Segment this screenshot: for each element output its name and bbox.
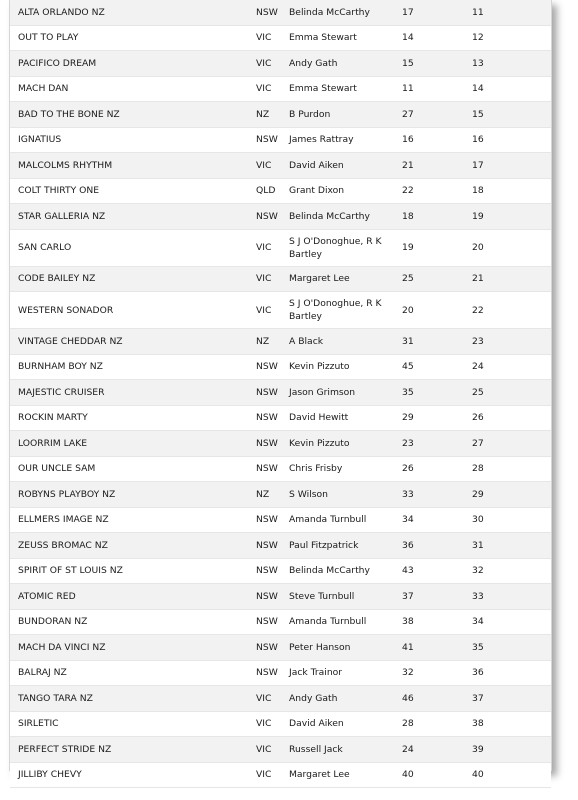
trainer-cell: Andy Gath [289, 51, 402, 77]
table-row [10, 0, 551, 25]
table-row [10, 737, 551, 763]
rank-cell: 20 [472, 229, 551, 266]
state-cell: NSW [256, 456, 289, 482]
trainer-cell: Peter Hanson [289, 635, 402, 661]
horse-name-cell: STAR GALLERIA NZ [10, 204, 256, 230]
rank-cell: 19 [472, 204, 551, 230]
table-row [10, 25, 551, 51]
number-cell: 21 [402, 153, 472, 179]
table-row [10, 292, 551, 329]
table-row [10, 660, 551, 686]
horse-name-cell: OUR UNCLE SAM [10, 456, 256, 482]
state-cell: VIC [256, 51, 289, 77]
table-row [10, 762, 551, 788]
number-cell: 19 [402, 229, 472, 266]
horse-name-cell: CODE BAILEY NZ [10, 266, 256, 292]
rank-cell: 34 [472, 609, 551, 635]
trainer-cell: David Hewitt [289, 405, 402, 431]
state-cell: NSW [256, 507, 289, 533]
horse-name-cell: ALTA ORLANDO NZ [10, 0, 256, 25]
state-cell: NSW [256, 635, 289, 661]
state-cell: VIC [256, 76, 289, 102]
trainer-cell: Kevin Pizzuto [289, 354, 402, 380]
rank-cell: 14 [472, 76, 551, 102]
state-cell: NSW [256, 204, 289, 230]
state-cell: NSW [256, 609, 289, 635]
rank-cell: 35 [472, 635, 551, 661]
rank-cell: 37 [472, 686, 551, 712]
horse-name-cell: VINTAGE CHEDDAR NZ [10, 329, 256, 355]
horse-name-cell: TANGO TARA NZ [10, 686, 256, 712]
table-row [10, 354, 551, 380]
number-cell: 24 [402, 737, 472, 763]
trainer-cell: S J O'Donoghue, R K Bartley [289, 229, 402, 266]
horse-name-cell: SIRLETIC [10, 711, 256, 737]
table-row [10, 102, 551, 128]
rank-cell: 36 [472, 660, 551, 686]
trainer-cell: Belinda McCarthy [289, 0, 402, 25]
trainer-cell: Amanda Turnbull [289, 507, 402, 533]
state-cell: NSW [256, 0, 289, 25]
state-cell: NSW [256, 431, 289, 457]
table-row [10, 76, 551, 102]
table-row [10, 266, 551, 292]
horse-name-cell: WESTERN SONADOR [10, 292, 256, 329]
trainer-cell: A Black [289, 329, 402, 355]
number-cell: 45 [402, 354, 472, 380]
state-cell: NSW [256, 380, 289, 406]
table-row [10, 431, 551, 457]
number-cell: 20 [402, 292, 472, 329]
number-cell: 18 [402, 204, 472, 230]
table-row [10, 127, 551, 153]
state-cell: NZ [256, 102, 289, 128]
state-cell: NSW [256, 660, 289, 686]
horse-name-cell: BALRAJ NZ [10, 660, 256, 686]
horse-name-cell: MACH DA VINCI NZ [10, 635, 256, 661]
state-cell: NSW [256, 558, 289, 584]
trainer-cell: David Aiken [289, 153, 402, 179]
number-cell: 27 [402, 102, 472, 128]
trainer-cell: Margaret Lee [289, 762, 402, 788]
trainer-cell: Paul Fitzpatrick [289, 533, 402, 559]
horse-name-cell: SPIRIT OF ST LOUIS NZ [10, 558, 256, 584]
state-cell: NSW [256, 354, 289, 380]
number-cell: 32 [402, 660, 472, 686]
table-row [10, 178, 551, 204]
table-row [10, 456, 551, 482]
results-table [10, 0, 551, 788]
number-cell: 16 [402, 127, 472, 153]
rank-cell: 15 [472, 102, 551, 128]
horse-name-cell: COLT THIRTY ONE [10, 178, 256, 204]
horse-name-cell: MACH DAN [10, 76, 256, 102]
number-cell: 36 [402, 533, 472, 559]
rank-cell: 38 [472, 711, 551, 737]
state-cell: VIC [256, 711, 289, 737]
table-row [10, 405, 551, 431]
state-cell: VIC [256, 25, 289, 51]
state-cell: NZ [256, 482, 289, 508]
number-cell: 14 [402, 25, 472, 51]
trainer-cell: Russell Jack [289, 737, 402, 763]
rank-cell: 28 [472, 456, 551, 482]
number-cell: 31 [402, 329, 472, 355]
number-cell: 26 [402, 456, 472, 482]
rank-cell: 29 [472, 482, 551, 508]
number-cell: 15 [402, 51, 472, 77]
state-cell: VIC [256, 686, 289, 712]
trainer-cell: Grant Dixon [289, 178, 402, 204]
table-row [10, 558, 551, 584]
table-row [10, 153, 551, 179]
number-cell: 35 [402, 380, 472, 406]
trainer-cell: Margaret Lee [289, 266, 402, 292]
horse-name-cell: MALCOLMS RHYTHM [10, 153, 256, 179]
trainer-cell: Steve Turnbull [289, 584, 402, 610]
table-row [10, 482, 551, 508]
table-row [10, 635, 551, 661]
rank-cell: 23 [472, 329, 551, 355]
state-cell: VIC [256, 266, 289, 292]
table-row [10, 584, 551, 610]
trainer-cell: Amanda Turnbull [289, 609, 402, 635]
trainer-cell: B Purdon [289, 102, 402, 128]
state-cell: VIC [256, 762, 289, 788]
table-row [10, 533, 551, 559]
rank-cell: 22 [472, 292, 551, 329]
number-cell: 43 [402, 558, 472, 584]
horse-name-cell: ZEUSS BROMAC NZ [10, 533, 256, 559]
rank-cell: 39 [472, 737, 551, 763]
trainer-cell: S J O'Donoghue, R K Bartley [289, 292, 402, 329]
trainer-cell: James Rattray [289, 127, 402, 153]
results-sheet [9, 0, 552, 781]
rank-cell: 30 [472, 507, 551, 533]
number-cell: 17 [402, 0, 472, 25]
number-cell: 46 [402, 686, 472, 712]
number-cell: 33 [402, 482, 472, 508]
number-cell: 22 [402, 178, 472, 204]
trainer-cell: Andy Gath [289, 686, 402, 712]
state-cell: NZ [256, 329, 289, 355]
rank-cell: 31 [472, 533, 551, 559]
rank-cell: 17 [472, 153, 551, 179]
trainer-cell: David Aiken [289, 711, 402, 737]
table-row [10, 329, 551, 355]
horse-name-cell: OUT TO PLAY [10, 25, 256, 51]
trainer-cell: Emma Stewart [289, 25, 402, 51]
horse-name-cell: IGNATIUS [10, 127, 256, 153]
horse-name-cell: PERFECT STRIDE NZ [10, 737, 256, 763]
table-row [10, 380, 551, 406]
state-cell: QLD [256, 178, 289, 204]
trainer-cell: Emma Stewart [289, 76, 402, 102]
table-row [10, 507, 551, 533]
number-cell: 25 [402, 266, 472, 292]
rank-cell: 21 [472, 266, 551, 292]
trainer-cell: Belinda McCarthy [289, 558, 402, 584]
table-row [10, 711, 551, 737]
rank-cell: 40 [472, 762, 551, 788]
rank-cell: 26 [472, 405, 551, 431]
number-cell: 23 [402, 431, 472, 457]
number-cell: 28 [402, 711, 472, 737]
horse-name-cell: PACIFICO DREAM [10, 51, 256, 77]
number-cell: 34 [402, 507, 472, 533]
number-cell: 37 [402, 584, 472, 610]
table-row [10, 51, 551, 77]
number-cell: 38 [402, 609, 472, 635]
state-cell: VIC [256, 153, 289, 179]
state-cell: VIC [256, 229, 289, 266]
trainer-cell: Jason Grimson [289, 380, 402, 406]
trainer-cell: Belinda McCarthy [289, 204, 402, 230]
rank-cell: 11 [472, 0, 551, 25]
trainer-cell: Jack Trainor [289, 660, 402, 686]
trainer-cell: S Wilson [289, 482, 402, 508]
number-cell: 11 [402, 76, 472, 102]
rank-cell: 32 [472, 558, 551, 584]
horse-name-cell: MAJESTIC CRUISER [10, 380, 256, 406]
horse-name-cell: ELLMERS IMAGE NZ [10, 507, 256, 533]
rank-cell: 25 [472, 380, 551, 406]
state-cell: VIC [256, 292, 289, 329]
state-cell: NSW [256, 405, 289, 431]
number-cell: 41 [402, 635, 472, 661]
trainer-cell: Kevin Pizzuto [289, 431, 402, 457]
table-row [10, 609, 551, 635]
state-cell: NSW [256, 533, 289, 559]
results-table-body [10, 0, 551, 788]
horse-name-cell: BAD TO THE BONE NZ [10, 102, 256, 128]
rank-cell: 16 [472, 127, 551, 153]
horse-name-cell: ROBYNS PLAYBOY NZ [10, 482, 256, 508]
table-row [10, 229, 551, 266]
horse-name-cell: ROCKIN MARTY [10, 405, 256, 431]
horse-name-cell: JILLIBY CHEVY [10, 762, 256, 788]
horse-name-cell: ATOMIC RED [10, 584, 256, 610]
number-cell: 40 [402, 762, 472, 788]
number-cell: 29 [402, 405, 472, 431]
rank-cell: 12 [472, 25, 551, 51]
table-row [10, 204, 551, 230]
state-cell: NSW [256, 127, 289, 153]
trainer-cell: Chris Frisby [289, 456, 402, 482]
rank-cell: 24 [472, 354, 551, 380]
horse-name-cell: SAN CARLO [10, 229, 256, 266]
state-cell: VIC [256, 737, 289, 763]
state-cell: NSW [256, 584, 289, 610]
table-row [10, 686, 551, 712]
horse-name-cell: BUNDORAN NZ [10, 609, 256, 635]
rank-cell: 13 [472, 51, 551, 77]
horse-name-cell: BURNHAM BOY NZ [10, 354, 256, 380]
horse-name-cell: LOORRIM LAKE [10, 431, 256, 457]
rank-cell: 18 [472, 178, 551, 204]
rank-cell: 33 [472, 584, 551, 610]
rank-cell: 27 [472, 431, 551, 457]
